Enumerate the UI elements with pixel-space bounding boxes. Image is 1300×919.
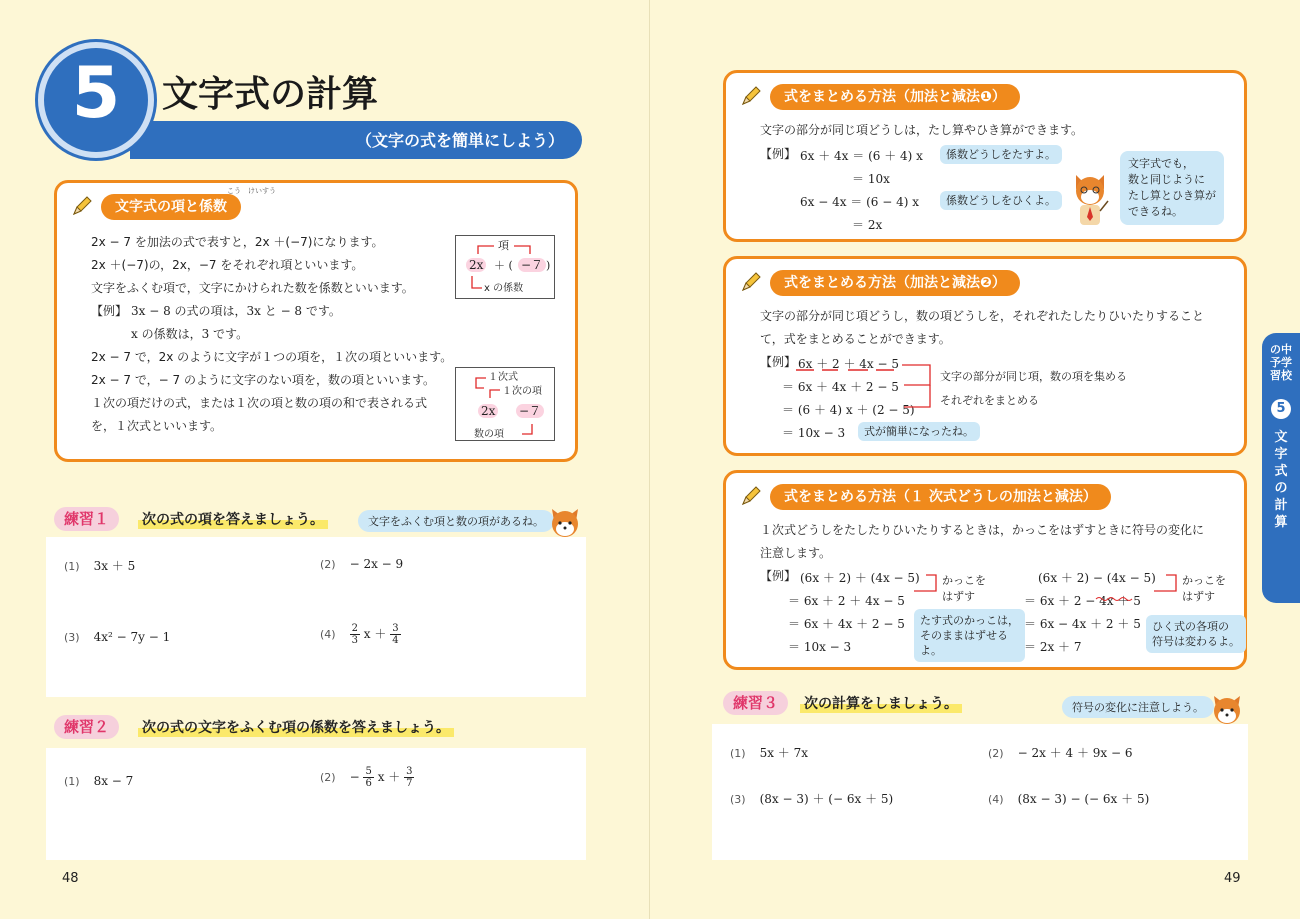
note-line: かっこを (942, 574, 986, 587)
box1-row-1: 6x ＋ 4x ＝ (6 ＋ 4) x (800, 149, 923, 163)
box1-intro: 文字の部分が同じ項どうしは，たし算やひき算ができます。 (760, 123, 1084, 137)
box3-bubble-left (914, 609, 1025, 662)
dog-bubble-line: たし算とひき算が (1128, 189, 1216, 202)
problem-expression: x ＋ (363, 627, 387, 641)
fraction: $\frac{3}{4}$ (392, 623, 399, 646)
diagram-close: ) (546, 259, 551, 272)
box1-row-4: ＝ 2x (852, 218, 883, 232)
page-number-left: 48 (62, 871, 79, 886)
method-box-3-title: 式をまとめる方法（１ 次式どうしの加法と減法） (770, 484, 1111, 510)
problem-number: (4) (320, 628, 336, 641)
section-side-tab[interactable] (1262, 333, 1300, 603)
box2-bubble: 式が簡単になったね。 (858, 422, 980, 441)
box2-example-label: 【例】 (760, 355, 797, 369)
diagram-coefficient-label: x の係数 (484, 283, 524, 294)
practice3-problem-1 (730, 744, 808, 761)
note-line: はずす (942, 590, 975, 603)
box3-left-row-2: ＝ 6x ＋ 2 ＋ 4x − 5 (788, 594, 905, 608)
example-label: 【例】 (91, 304, 128, 318)
problem-sign: − (349, 770, 360, 784)
diagram2-label-1: １次式 (488, 372, 518, 383)
box3-intro-2: 注意します。 (760, 546, 832, 560)
diagram2-term-2: −７ (516, 404, 544, 418)
shiba-dog-icon (1210, 692, 1244, 726)
terms-ruby: こう けいすう (227, 187, 276, 195)
chapter-number: 5 (71, 52, 121, 134)
practice1-problem-2 (320, 557, 403, 571)
practice1-problem-1 (64, 557, 135, 574)
fraction: $\frac{2}{3}$ (351, 623, 358, 646)
problem-expression: − 2x ＋ 4 ＋ 9x − 6 (1017, 746, 1133, 760)
term-diagram (455, 235, 555, 299)
box3-bubble-right (1146, 615, 1246, 653)
problem-expression: x ＋ (377, 770, 401, 784)
problem-expression: − 2x − 9 (349, 557, 404, 571)
terms-line-2: 2x ＋(−7)の，2x，−7 をそれぞれ項といいます。 (91, 258, 364, 272)
practice1-hint: 文字をふくむ項と数の項があるね。 (358, 510, 554, 532)
diagram2-term-1: 2x (478, 404, 498, 418)
terms-box (54, 180, 578, 462)
bubble-line: よ。 (920, 644, 942, 657)
box2-intro-1: 文字の部分が同じ項どうし，数の項どうしを，それぞれたしたりひいたりすること (760, 309, 1205, 323)
shiba-dog-icon (548, 505, 582, 539)
terms-line-3: 文字をふくむ項で，文字にかけられた数を係数といいます。 (91, 281, 414, 295)
example-line-2: x の係数は，3 です。 (131, 327, 249, 341)
problem-number: (1) (64, 775, 80, 788)
method-box-1 (723, 70, 1247, 242)
side-tab-line: の中 (1270, 343, 1292, 356)
example-line-1: 3x − 8 の式の項は，3x と − 8 です。 (131, 304, 341, 318)
problem-number: (4) (988, 793, 1004, 806)
box3-intro-1: １次式どうしをたしたりひいたりするときは，かっこをはずすときに符号の変化に (760, 523, 1205, 537)
terms-box-title: 文字式の項と係数 (101, 194, 241, 220)
practice1-problem-3 (64, 630, 170, 644)
problem-expression: 5x ＋ 7x (759, 746, 809, 760)
problem-number: (2) (320, 558, 336, 571)
problem-expression: 4x² − 7y − 1 (93, 630, 171, 644)
problem-number: (3) (730, 793, 746, 806)
diagram-term-2: −７ (518, 258, 546, 272)
note-line: はずす (1182, 590, 1215, 603)
terms-line-7: を，１次式といいます。 (91, 419, 223, 433)
box3-right-row-2: ＝ 6x ＋ 2 − 4x ＋ 5 (1024, 594, 1141, 608)
practice2-problem-1 (64, 774, 133, 788)
shiba-dog-teacher-icon (1070, 171, 1110, 229)
box3-note-right (1182, 573, 1226, 605)
page-number-right: 49 (1224, 871, 1241, 886)
box3-example-label: 【例】 (760, 569, 797, 583)
pencil-icon (740, 485, 762, 507)
box2-row-3: ＝ (6 ＋ 4) x ＋ (2 − 5) (782, 403, 915, 417)
box3-left-row-3: ＝ 6x ＋ 4x ＋ 2 − 5 (788, 617, 905, 631)
box1-bubble-sub: 係数どうしをひくよ。 (940, 191, 1062, 210)
bubble-line: 符号は変わるよ。 (1152, 635, 1240, 648)
problem-number: (1) (730, 747, 746, 760)
box2-row-4: ＝ 10x − 3 (782, 426, 846, 440)
method-box-3 (723, 470, 1247, 670)
pencil-icon (740, 271, 762, 293)
box1-row-3: 6x − 4x ＝ (6 − 4) x (800, 195, 920, 209)
box3-left-row-1: (6x ＋ 2) ＋ (4x − 5) (800, 571, 920, 585)
box2-underlines-and-arrows (792, 355, 942, 415)
problem-expression: 3x ＋ 5 (93, 559, 136, 573)
right-page (650, 0, 1300, 919)
side-tab-number: 5 (1271, 399, 1291, 419)
box1-bubble-add: 係数どうしをたすよ。 (940, 145, 1062, 164)
chapter-number-badge (38, 42, 154, 158)
practice3-question: 次の計算をしましょう。 (800, 693, 962, 713)
chapter-band (130, 121, 582, 159)
practice2-answer-area (46, 748, 586, 860)
practice2-problem-2 (320, 766, 414, 789)
box3-arrows (786, 569, 1186, 609)
side-tab-title: 文字式の計算 (1274, 430, 1288, 530)
pencil-icon (740, 85, 762, 107)
practice1-answer-area (46, 537, 586, 697)
box2-note-2: それぞれをまとめる (940, 394, 1039, 407)
dog-bubble-line: できるね。 (1128, 205, 1183, 218)
pencil-icon (71, 195, 93, 217)
terms-line-6: １次の項だけの式，または１次の項と数の項の和で表される式 (91, 396, 428, 410)
dog-bubble-line: 文字式でも， (1128, 157, 1194, 170)
problem-number: (3) (64, 631, 80, 644)
diagram2-label-2: １次の項 (502, 386, 542, 397)
box3-right-row-4: ＝ 2x ＋ 7 (1024, 640, 1082, 654)
diagram-term-1: 2x (466, 258, 486, 272)
terms-line-1: 2x − 7 を加法の式で表すと，2x ＋(−7)になります。 (91, 235, 384, 249)
practice3-problem-2 (988, 744, 1132, 761)
box1-dog-bubble (1120, 151, 1224, 225)
problem-expression: (8x − 3) ＋ (− 6x ＋ 5) (759, 792, 894, 806)
box2-note-1: 文字の部分が同じ項，数の項を集める (940, 370, 1127, 383)
diagram-plus: ＋ ( (494, 259, 513, 272)
box2-row-2: ＝ 6x ＋ 4x ＋ 2 − 5 (782, 380, 899, 394)
method-box-2 (723, 256, 1247, 456)
note-line: かっこを (1182, 574, 1226, 587)
box1-example-label: 【例】 (760, 147, 797, 161)
practice1-problem-4 (320, 623, 401, 646)
side-tab-series-label (1265, 343, 1297, 382)
practice3-problem-4 (988, 790, 1149, 807)
box2-row-1: 6x ＋ 2 ＋ 4x − 5 (798, 357, 900, 371)
bubble-line: ひく式の各項の (1152, 620, 1229, 633)
practice3-problem-3 (730, 790, 893, 807)
box3-right-row-1: (6x ＋ 2) − (4x − 5) (1038, 571, 1156, 585)
chapter-title: 文字式の計算 (162, 74, 379, 115)
side-tab-line: 予学 (1270, 356, 1292, 369)
fraction: $\frac{5}{6}$ (365, 766, 372, 789)
problem-number: (2) (320, 771, 336, 784)
bubble-line: たす式のかっこは， (920, 614, 1019, 627)
practice3-hint: 符号の変化に注意しよう。 (1062, 696, 1214, 718)
practice3-label: 練習３ (723, 691, 788, 715)
box3-right-row-3: ＝ 6x − 4x ＋ 2 ＋ 5 (1024, 617, 1141, 631)
problem-number: (2) (988, 747, 1004, 760)
box2-intro-2: て，式をまとめることができます。 (760, 332, 951, 346)
practice3-answer-area (712, 724, 1248, 860)
side-tab-line: 習校 (1270, 369, 1292, 382)
bubble-line: そのままはずせる (920, 629, 1008, 642)
practice1-question: 次の式の項を答えましょう。 (138, 509, 328, 529)
dog-bubble-line: 数と同じように (1128, 173, 1205, 186)
box3-left-row-4: ＝ 10x − 3 (788, 640, 852, 654)
linear-expression-diagram (455, 367, 555, 441)
method-box-2-title: 式をまとめる方法（加法と減法❷） (770, 270, 1020, 296)
problem-expression: 8x − 7 (93, 774, 134, 788)
chapter-subtitle: （文字の式を簡単にしよう） (355, 131, 564, 150)
diagram-term-label: 項 (498, 239, 509, 252)
box1-row-2: ＝ 10x (852, 172, 890, 186)
diagram2-constant-label: 数の項 (474, 429, 504, 440)
practice1-label: 練習１ (54, 507, 119, 531)
practice2-question: 次の式の文字をふくむ項の係数を答えましょう。 (138, 717, 454, 737)
problem-expression: (8x − 3) − (− 6x ＋ 5) (1017, 792, 1150, 806)
terms-line-5: 2x − 7 で，− 7 のように文字のない項を，数の項といいます。 (91, 373, 435, 387)
practice2-label: 練習２ (54, 715, 119, 739)
method-box-1-title: 式をまとめる方法（加法と減法❶） (770, 84, 1020, 110)
problem-number: (1) (64, 560, 80, 573)
terms-line-4: 2x − 7 で，2x のように文字が１つの項を，１次の項といいます。 (91, 350, 453, 364)
fraction: $\frac{3}{7}$ (406, 766, 413, 789)
